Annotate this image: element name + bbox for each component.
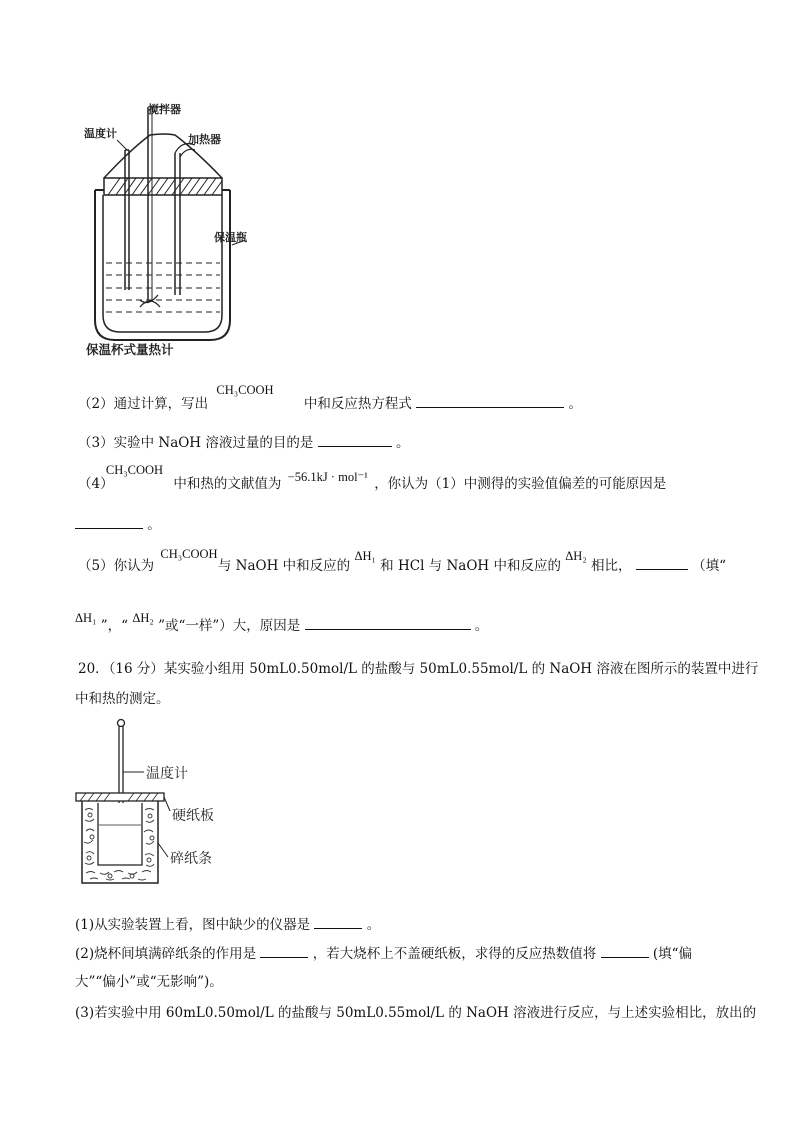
label-flask: 保温瓶 — [214, 231, 247, 244]
q20-2-answer-blank-1[interactable] — [260, 944, 308, 958]
label-stirrer: 搅拌器 — [148, 103, 181, 116]
label-paper-scraps: 碎纸条 — [170, 851, 212, 867]
label-thermometer-2: 温度计 — [146, 766, 188, 782]
calorimeter-figure — [70, 95, 270, 365]
q4-value: −56.1kJ · mol⁻¹ — [287, 470, 368, 484]
q3-answer-blank[interactable] — [318, 433, 392, 447]
q5-formula: CH₃COOH — [160, 547, 218, 561]
label-thermometer: 温度计 — [84, 127, 117, 140]
q20-1-answer-blank[interactable] — [314, 915, 362, 929]
question-4 — [78, 463, 667, 492]
q2-formula: CH₃COOH — [216, 383, 274, 397]
question-20-2 — [75, 942, 692, 962]
q4-prefix: （4） — [78, 476, 114, 492]
q20-1-text: (1)从实验装置上看，图中缺少的仪器是 — [75, 917, 311, 933]
q5-answer-blank-1[interactable] — [636, 556, 688, 570]
q5-mid4: （填“ — [692, 558, 726, 574]
question-5 — [78, 547, 726, 574]
q4-suffix: ，你认为（1）中测得的实验值偏差的可能原因是 — [374, 476, 667, 492]
question-20-stem-line2: 中和热的测定。 — [75, 691, 170, 707]
q3-text: （3）实验中 NaOH 溶液过量的目的是 — [78, 435, 314, 451]
q5-line2-q2: ”或“一样”）大，原因是 — [158, 618, 301, 634]
q2-prefix: （2）通过计算，写出 — [78, 396, 209, 412]
q3-end: 。 — [395, 435, 410, 451]
q2-suffix: 中和反应热方程式 — [303, 396, 412, 412]
q2-answer-blank[interactable] — [416, 394, 564, 408]
q20-2-text-b: ，若大烧杯上不盖硬纸板，求得的反应热数值将 — [312, 946, 597, 962]
q20-2-answer-blank-2[interactable] — [601, 944, 649, 958]
q5-line2-dh1: ΔH₁ — [75, 611, 97, 625]
q5-dh2: ΔH₂ — [565, 549, 587, 563]
q5-line2-dh2: ΔH₂ — [132, 611, 154, 625]
q4-mid: 中和热的文献值为 — [173, 476, 282, 492]
q5-prefix: （5）你认为 — [78, 558, 155, 574]
q5-dh1: ΔH₁ — [354, 549, 376, 563]
simple-calorimeter-diagram — [72, 715, 262, 890]
figure-caption: 保温杯式量热计 — [86, 342, 174, 357]
question-5-line2 — [75, 611, 489, 634]
question-4-line2 — [75, 513, 161, 533]
q4-formula: CH₃COOH — [105, 463, 164, 477]
label-heater: 加热器 — [188, 133, 221, 146]
q5-end: 。 — [474, 618, 489, 634]
q5-line2-q1: ”，“ — [100, 618, 129, 634]
question-20-3: (3)若实验中用 60mL0.50mol/L 的盐酸与 50mL0.55mol/L 的 NaOH 溶液进行反应，与上述实验相比，放出的 — [75, 1005, 757, 1021]
q20-2-text-c: (填“偏 — [652, 946, 692, 962]
q5-mid2: 和 HCl 与 NaOH 中和反应的 — [380, 558, 561, 574]
question-20-2-line2: 大”“偏小”或“无影响”)。 — [75, 974, 223, 990]
q2-end: 。 — [568, 396, 582, 412]
question-20-stem: 20．（16 分）某实验小组用 50mL0.50mol/L 的盐酸与 50mL0.55mol/L 的 NaOH 溶液在图所示的装置中进行 — [78, 661, 759, 677]
q5-answer-blank-2[interactable] — [305, 616, 471, 630]
question-20-1 — [75, 913, 380, 933]
q20-1-end: 。 — [366, 917, 381, 933]
q4-answer-blank[interactable] — [75, 515, 143, 529]
label-board: 硬纸板 — [172, 808, 214, 824]
question-2 — [78, 383, 582, 412]
q4-end: 。 — [147, 517, 161, 533]
q20-2-text-a: (2)烧杯间填满碎纸条的作用是 — [75, 946, 257, 962]
question-3 — [78, 431, 409, 451]
q5-mid1: 与 NaOH 中和反应的 — [217, 558, 351, 574]
q5-mid3: 相比， — [591, 558, 632, 574]
simple-calorimeter-figure — [72, 715, 262, 890]
